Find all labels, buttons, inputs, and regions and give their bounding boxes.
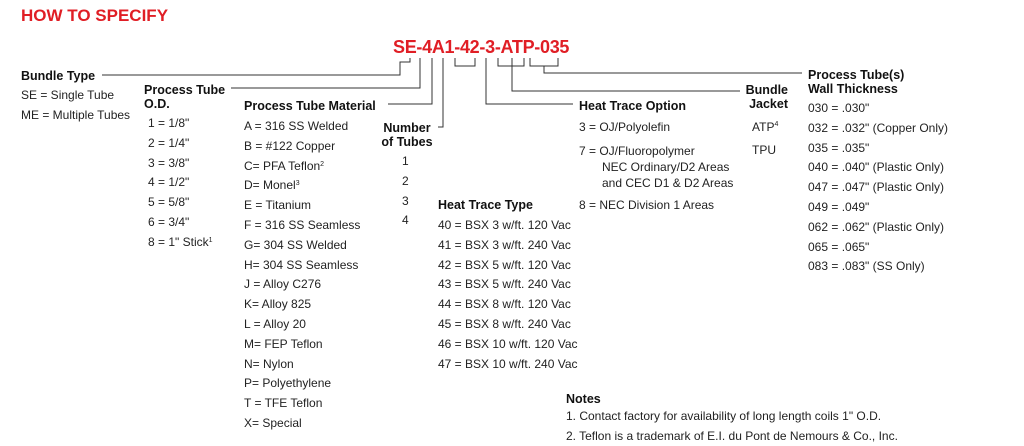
list-item: P= Polyethylene (244, 376, 332, 391)
tube-material-list (244, 117, 360, 434)
code-bundle-jacket: ATP (500, 37, 535, 57)
list-item (752, 118, 778, 136)
list-item: B = #122 Copper (244, 138, 336, 153)
list-item: N= Nylon (244, 356, 294, 371)
code-dash: - (454, 37, 460, 57)
connector-bundle-type (102, 58, 410, 75)
list-item: 3 = 3/8" (148, 155, 190, 170)
code-bundle-type: SE (393, 37, 417, 57)
list-item: 2 = 1/4" (148, 135, 190, 150)
code-tube-od: 4 (422, 37, 432, 57)
footnote-ref: 4 (774, 121, 779, 128)
list-item: 3 = OJ/Polyolefin (579, 120, 671, 134)
list-item: K= Alloy 825 (244, 297, 312, 312)
list-item: H= 304 SS Seamless (244, 257, 359, 272)
list-item: 6 = 3/4" (148, 214, 190, 229)
list-item (148, 233, 213, 253)
list-item: 40 = BSX 3 w/ft. 120 Vac (438, 218, 571, 232)
connector-wall-thickness (544, 66, 802, 73)
list-item: 41 = BSX 3 w/ft. 240 Vac (438, 237, 571, 252)
code-num-tubes: 1 (444, 37, 455, 57)
connector-tube-od (231, 58, 420, 88)
notes-heading: Notes (566, 392, 601, 406)
list-item: 47 = BSX 10 w/ft. 240 Vac (438, 356, 578, 371)
list-item: 1 (402, 154, 409, 168)
list-item: 46 = BSX 10 w/ft. 120 Vac (438, 336, 578, 351)
list-item: G= 304 SS Welded (244, 237, 347, 252)
heading-line: Process Tube(s) (808, 68, 905, 82)
list-item: A = 316 SS Welded (244, 119, 349, 133)
note-item: 2. Teflon is a trademark of E.I. du Pont de Nemours & Co., Inc. (566, 429, 898, 443)
list-item: 2 (402, 173, 409, 188)
page-title: HOW TO SPECIFY (21, 6, 169, 25)
list-item (244, 157, 360, 177)
list-item-continuation: and CEC D1 & D2 Areas (602, 176, 734, 190)
code-heat-trace-option: 3 (485, 37, 495, 57)
code-dash: - (479, 37, 486, 57)
item-text: D= Monel (244, 178, 296, 193)
list-item: 065 = .065" (808, 239, 870, 254)
list-item: 049 = .049" (808, 199, 870, 214)
list-item: 4 = 1/2" (148, 175, 190, 190)
num-tubes-list (402, 152, 409, 231)
code-dash: - (416, 37, 423, 57)
notes-list (566, 406, 898, 446)
tube-od-list (148, 114, 213, 253)
list-item: 047 = .047" (Plastic Only) (808, 180, 944, 195)
heading-line: O.D. (144, 97, 170, 111)
bundle-type-list (21, 86, 130, 126)
list-item: 083 = .083" (SS Only) (808, 259, 925, 274)
heading-line: Jacket (749, 97, 788, 111)
code-tube-material: A (431, 37, 445, 57)
list-item: 43 = BSX 5 w/ft. 240 Vac (438, 277, 571, 292)
list-item: 3 (402, 193, 409, 208)
list-item: T = TFE Teflon (244, 396, 323, 411)
list-item: 7 = OJ/Fluoropolymer (579, 144, 695, 158)
footnote-ref: 2 (320, 160, 325, 168)
footnote-ref: 3 (295, 180, 300, 188)
list-item: X= Special (244, 415, 302, 430)
connector-tube-material (388, 58, 432, 104)
wall-thickness-list (808, 99, 948, 277)
code-dash: - (534, 37, 540, 57)
list-item: J = Alloy C276 (244, 277, 322, 292)
list-item: 040 = .040" (Plastic Only) (808, 160, 944, 175)
list-item: 44 = BSX 8 w/ft. 120 Vac (438, 297, 571, 312)
heat-trace-option-heading: Heat Trace Option (579, 99, 686, 113)
item-text: ATP (752, 120, 775, 134)
bundle-jacket-heading (742, 83, 788, 111)
list-item: L = Alloy 20 (244, 316, 306, 331)
tube-material-heading: Process Tube Material (244, 99, 376, 113)
bundle-type-heading: Bundle Type (21, 69, 96, 83)
heading-line: Bundle (745, 83, 788, 97)
list-item: 4 (402, 213, 409, 228)
list-item: 032 = .032" (Copper Only) (808, 120, 949, 135)
code-wall-thickness: 035 (539, 37, 570, 57)
list-item: 5 = 5/8" (148, 195, 190, 210)
connector-bundle-jacket-bracket (498, 58, 524, 66)
list-item-continuation: NEC Ordinary/D2 Areas (602, 160, 730, 174)
heading-line: Number (383, 121, 431, 135)
list-item: 030 = .030" (808, 101, 870, 115)
footnote-ref: 1 (208, 236, 213, 244)
list-item: 42 = BSX 5 w/ft. 120 Vac (438, 257, 571, 272)
list-item: E = Titanium (244, 198, 312, 213)
list-item: M= FEP Teflon (244, 336, 323, 351)
list-item: 035 = .035" (808, 140, 870, 155)
heading-line: Process Tube (144, 83, 226, 97)
list-item: 1 = 1/8" (148, 116, 190, 130)
list-item: 062 = .062" (Plastic Only) (808, 219, 944, 234)
list-item: SE = Single Tube (21, 88, 115, 102)
heat-trace-type-list (438, 216, 578, 374)
list-item: ME = Multiple Tubes (21, 107, 131, 122)
item-text: C= PFA Teflon (244, 158, 321, 173)
list-item: F = 316 SS Seamless (244, 217, 361, 232)
list-item: TPU (752, 143, 776, 157)
heat-trace-type-heading: Heat Trace Type (438, 198, 533, 212)
heading-line: of Tubes (381, 135, 433, 149)
item-text: 8 = 1" Stick (148, 234, 209, 249)
bundle-jacket-list (752, 118, 778, 159)
list-item (244, 176, 360, 196)
list-item: 8 = NEC Division 1 Areas (579, 198, 715, 212)
note-item: 1. Contact factory for availability of long length coils 1" O.D. (566, 409, 882, 423)
tube-od-heading (144, 83, 225, 111)
heat-trace-option-list (579, 119, 733, 213)
code-dash: - (494, 37, 501, 57)
connector-wall-thickness-bracket (530, 58, 558, 66)
heading-line: Wall Thickness (808, 82, 898, 96)
connector-num-tubes (438, 58, 443, 127)
code-heat-trace-type: 42 (459, 37, 480, 57)
list-item: 45 = BSX 8 w/ft. 240 Vac (438, 316, 571, 331)
connector-bundle-jacket (512, 58, 740, 91)
num-tubes-heading (381, 121, 433, 149)
connector-heat-trace-type (455, 58, 475, 66)
wall-thickness-heading (808, 68, 904, 96)
